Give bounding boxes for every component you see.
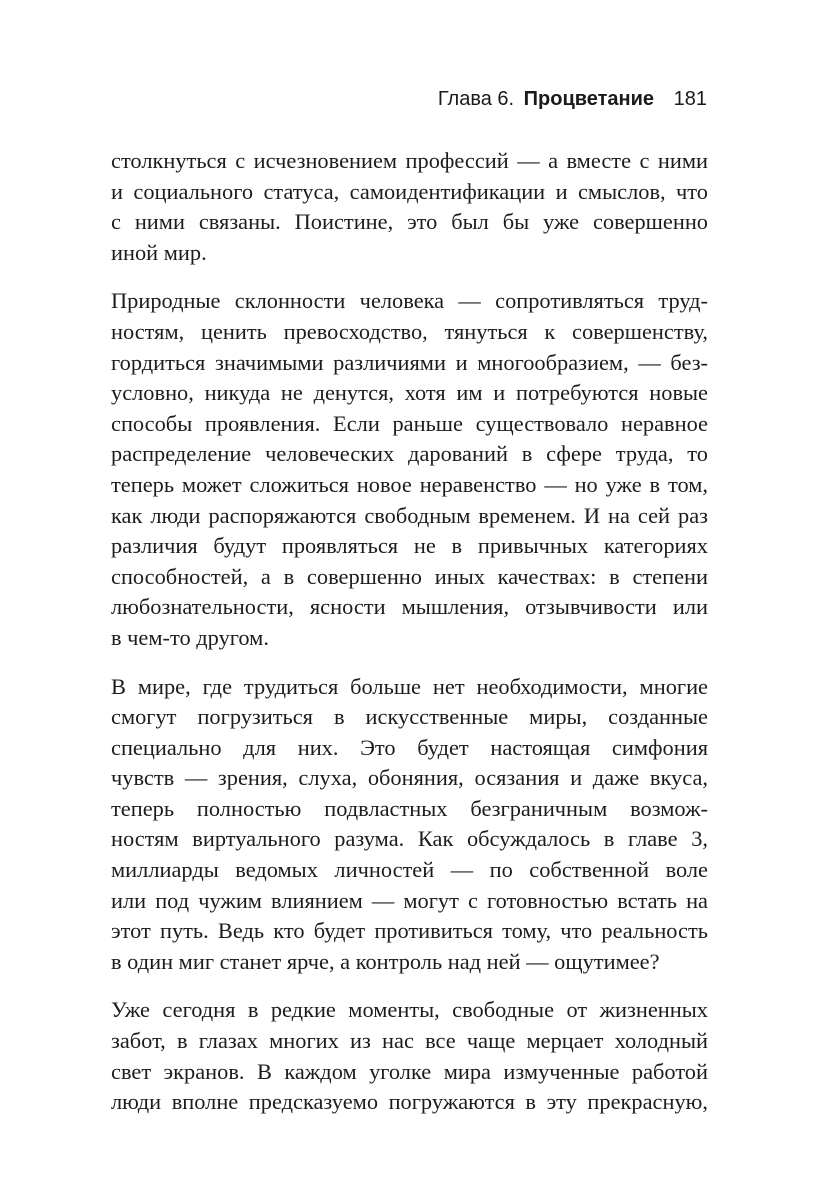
text-line: способы проявления. Если раньше существовало неравное [111,410,708,436]
text-line: столкнуться с исчезновением профессий — а вместе с ними [111,148,708,173]
page-number: 181 [673,88,707,110]
paragraph [111,286,708,653]
paragraph [111,146,708,268]
text-line: люди вполне предсказуемо погружаются в эту прекрасную, [111,1089,708,1115]
text-line: миллиарды ведомых личностей — по собственной воле [111,857,708,883]
text-line: специально для них. Это будет настоящая симфония [111,734,708,760]
text-line: способностей, а в совершенно иных качествах: в степени [111,563,708,589]
text-line: с ними связаны. Поистине, это был бы уже совершенно [111,209,708,235]
text-line: ностям, ценить превосходство, тянуться к совершенству, [111,318,708,344]
text-line: Уже сегодня в редкие моменты, свободные от жизненных [111,997,708,1023]
text-line: и социального статуса, самоидентификации и смыслов, что [111,178,708,204]
chapter-label: Глава 6. [437,88,515,110]
text-line: ностям виртуального разума. Как обсуждалось в главе 3, [111,826,708,852]
paragraph [111,672,708,978]
text-line: или под чужим влиянием — могут с готовностью встать на [111,887,708,913]
text-line: В мире, где трудиться больше нет необходимости, многие [111,673,708,699]
text-line: Природные склонности человека — сопротивляться труд- [111,288,708,314]
text-line: этот путь. Ведь кто будет противиться тому, что реальность [111,918,708,944]
text-line: условно, никуда не денутся, хотя им и потребуются новые [111,380,708,406]
chapter-title: Процветание [523,88,655,110]
body-text [111,146,708,1136]
running-head [438,84,707,114]
text-line: гордиться значимыми различиями и многообразием, — без- [111,349,708,375]
text-line: теперь полностью подвластных безграничным возмож- [111,795,708,821]
text-line: различия будут проявляться не в привычных категориях [111,533,708,559]
text-line: иной мир. [111,239,207,265]
text-line: распределение человеческих дарований в сфере труда, то [111,441,708,467]
text-line: любознательности, ясности мышления, отзывчивости или [111,594,708,620]
text-line: теперь может сложиться новое неравенство — но уже в том, [111,471,708,497]
paragraph [111,995,708,1117]
text-line: как люди распоряжаются свободным временем. И на сей раз [111,502,708,528]
text-line: забот, в глазах многих из нас все чаще мерцает холодный [111,1028,708,1054]
text-line: чувств — зрения, слуха, обоняния, осязания и даже вкуса, [111,765,708,791]
text-line: свет экранов. В каждом уголке мира измученные работой [111,1058,708,1084]
text-line: в чем-то другом. [111,624,269,650]
text-line: смогут погрузиться в искусственные миры, созданные [111,704,708,730]
text-line: в один миг станет ярче, а контроль над ней — ощутимее? [111,948,660,974]
